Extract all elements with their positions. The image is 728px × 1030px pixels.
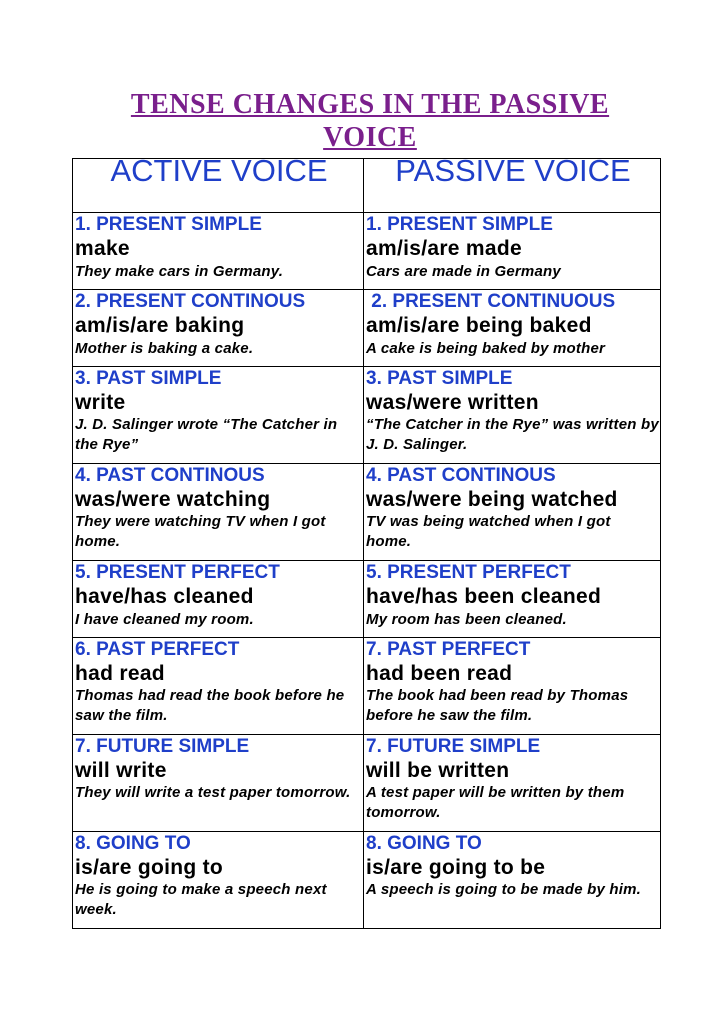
tense-name: 4. PAST CONTINOUS xyxy=(75,465,265,486)
active-cell xyxy=(73,561,364,638)
example-sentence: Thomas had read the book before he saw the film. xyxy=(75,687,345,724)
tense-name: 3. PAST SIMPLE xyxy=(75,368,222,389)
table-row xyxy=(73,832,661,929)
table-row xyxy=(73,464,661,561)
active-cell xyxy=(73,367,364,464)
table-row xyxy=(73,638,661,735)
active-cell xyxy=(73,735,364,832)
example-sentence: My room has been cleaned. xyxy=(366,611,567,628)
verb-form: was/were being watched xyxy=(366,488,618,511)
table-row xyxy=(73,213,661,290)
tense-name: 2. PRESENT CONTINUOUS xyxy=(366,291,616,312)
tense-name: 5. PRESENT PERFECT xyxy=(75,562,280,583)
verb-form: is/are going to xyxy=(75,856,224,879)
verb-form: write xyxy=(75,391,126,414)
tense-name: 5. PRESENT PERFECT xyxy=(366,562,571,583)
passive-cell xyxy=(364,213,661,290)
page-title: TENSE CHANGES IN THE PASSIVE VOICE xyxy=(130,89,610,153)
example-sentence: The book had been read by Thomas before he saw the film. xyxy=(366,687,629,724)
example-sentence: A cake is being baked by mother xyxy=(366,340,606,357)
table-row xyxy=(73,561,661,638)
example-sentence: J. D. Salinger wrote “The Catcher in the Rye” xyxy=(75,416,338,453)
verb-form: am/is/are made xyxy=(366,237,522,260)
active-cell xyxy=(73,464,364,561)
tense-name: 4. PAST CONTINOUS xyxy=(366,465,556,486)
tense-name: 8. GOING TO xyxy=(366,833,482,854)
tense-name: 6. PAST PERFECT xyxy=(75,639,240,660)
header-passive-voice: PASSIVE VOICE xyxy=(364,159,661,213)
table-row xyxy=(73,290,661,367)
tense-table xyxy=(72,158,661,929)
header-active-voice: ACTIVE VOICE xyxy=(73,159,364,213)
verb-form: am/is/are baking xyxy=(75,314,245,337)
verb-form: make xyxy=(75,237,130,260)
tense-name: 7. PAST PERFECT xyxy=(366,639,531,660)
passive-cell xyxy=(364,464,661,561)
active-cell xyxy=(73,832,364,929)
tense-name: 7. FUTURE SIMPLE xyxy=(75,736,250,757)
example-sentence: They were watching TV when I got home. xyxy=(75,513,326,550)
example-sentence: TV was being watched when I got home. xyxy=(366,513,611,550)
verb-form: was/were watching xyxy=(75,488,271,511)
verb-form: have/has cleaned xyxy=(75,585,254,608)
verb-form: is/are going to be xyxy=(366,856,546,879)
passive-cell xyxy=(364,638,661,735)
verb-form: have/has been cleaned xyxy=(366,585,602,608)
table-row xyxy=(73,735,661,832)
active-cell xyxy=(73,213,364,290)
passive-cell xyxy=(364,290,661,367)
verb-form: had read xyxy=(75,662,165,685)
example-sentence: “The Catcher in the Rye” was written by J. D. Salinger. xyxy=(366,416,659,453)
example-sentence: A speech is going to be made by him. xyxy=(366,881,642,898)
example-sentence: They make cars in Germany. xyxy=(75,263,284,280)
verb-form: will be written xyxy=(366,759,510,782)
example-sentence: I have cleaned my room. xyxy=(75,611,254,628)
tense-name: 7. FUTURE SIMPLE xyxy=(366,736,541,757)
passive-cell xyxy=(364,735,661,832)
example-sentence: A test paper will be written by them tomorrow. xyxy=(366,784,625,821)
tense-name: 8. GOING TO xyxy=(75,833,191,854)
active-cell xyxy=(73,638,364,735)
example-sentence: Cars are made in Germany xyxy=(366,263,561,280)
example-sentence: Mother is baking a cake. xyxy=(75,340,254,357)
verb-form: had been read xyxy=(366,662,513,685)
table-row xyxy=(73,367,661,464)
verb-form: will write xyxy=(75,759,167,782)
tense-name: 1. PRESENT SIMPLE xyxy=(366,214,553,235)
passive-cell xyxy=(364,367,661,464)
verb-form: was/were written xyxy=(366,391,539,414)
tense-name: 3. PAST SIMPLE xyxy=(366,368,513,389)
tense-name: 1. PRESENT SIMPLE xyxy=(75,214,262,235)
active-cell xyxy=(73,290,364,367)
tense-name: 2. PRESENT CONTINOUS xyxy=(75,291,306,312)
example-sentence: They will write a test paper tomorrow. xyxy=(75,784,351,801)
verb-form: am/is/are being baked xyxy=(366,314,592,337)
example-sentence: He is going to make a speech next week. xyxy=(75,881,327,918)
passive-cell xyxy=(364,832,661,929)
passive-cell xyxy=(364,561,661,638)
